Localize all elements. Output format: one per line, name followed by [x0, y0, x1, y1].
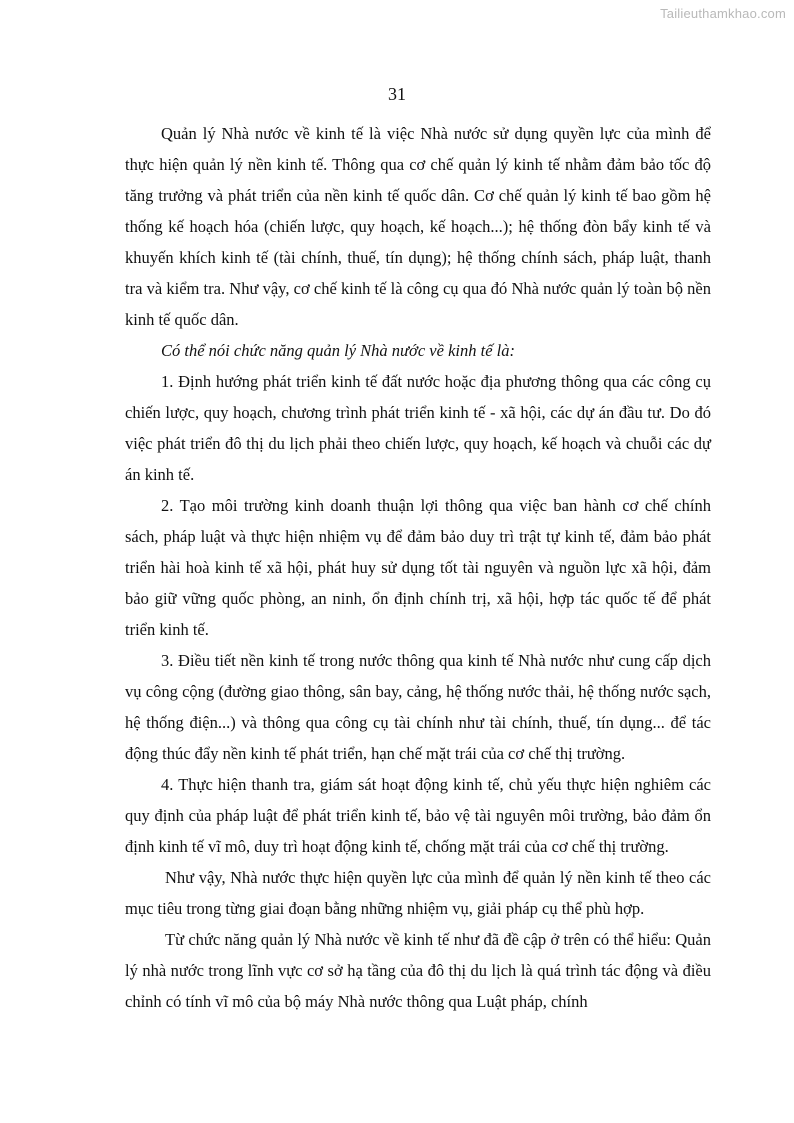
- function-item-1: 1. Định hướng phát triển kinh tế đất nước hoặc địa phương thông qua các công cụ chiến lược, quy hoạch, chương trình phát triển kinh tế - xã hội, các dự án đầu tư. Do đó việc phát triển đô thị du lịch phải theo chiến lược, quy hoạch, kế hoạch và chuỗi các dự án kinh tế.: [125, 372, 711, 484]
- function-item-2: 2. Tạo môi trường kinh doanh thuận lợi thông qua việc ban hành cơ chế chính sách, pháp luật và thực hiện nhiệm vụ để đảm bảo duy trì trật tự kinh tế, đảm bảo phát triển hài hoà kinh tế xã hội, phát huy sử dụng tốt tài nguyên và nguồn lực xã hội, đảm bảo giữ vững quốc phòng, an ninh, ổn định chính trị, xã hội, hợp tác quốc tế để phát triển kinh tế.: [125, 496, 711, 639]
- page-number: 31: [388, 84, 406, 104]
- functions-heading: Có thể nói chức năng quản lý Nhà nước về kinh tế là:: [161, 341, 515, 360]
- intro-paragraph: Quản lý Nhà nước về kinh tế là việc Nhà nước sử dụng quyền lực của mình để thực hiện quản lý nền kinh tế. Thông qua cơ chế quản lý kinh tế nhằm đảm bảo tốc độ tăng trưởng và phát triển của nền kinh tế quốc dân. Cơ chế quản lý kinh tế bao gồm hệ thống kế hoạch hóa (chiến lược, quy hoạch, kế hoạch...); hệ thống đòn bẩy kinh tế và khuyến khích kinh tế (tài chính, thuế, tín dụng); hệ thống chính sách, pháp luật, thanh tra và kiểm tra. Như vậy, cơ chế kinh tế là công cụ qua đó Nhà nước quản lý toàn bộ nền kinh tế quốc dân.: [125, 124, 711, 329]
- watermark: Tailieuthamkhao.com: [660, 6, 786, 21]
- summary-paragraph: Như vậy, Nhà nước thực hiện quyền lực của mình để quản lý nền kinh tế theo các mục tiêu trong từng giai đoạn bằng những nhiệm vụ, giải pháp cụ thể phù hợp.: [125, 868, 711, 918]
- function-item-3: 3. Điều tiết nền kinh tế trong nước thông qua kinh tế Nhà nước như cung cấp dịch vụ công cộng (đường giao thông, sân bay, cảng, hệ thống nước thải, hệ thống nước sạch, hệ thống điện...) và thông qua công cụ tài chính như tài chính, thuế, tín dụng... để tác động thúc đẩy nền kinh tế phát triển, hạn chế mặt trái của cơ chế thị trường.: [125, 651, 711, 763]
- conclusion-paragraph: Từ chức năng quản lý Nhà nước về kinh tế như đã đề cập ở trên có thể hiểu: Quản lý nhà nước trong lĩnh vực cơ sở hạ tầng của đô thị du lịch là quá trình tác động và điều chỉnh có tính vĩ mô của bộ máy Nhà nước thông qua Luật pháp, chính: [125, 930, 711, 1011]
- function-item-4: 4. Thực hiện thanh tra, giám sát hoạt động kinh tế, chủ yếu thực hiện nghiêm các quy định của pháp luật để phát triển kinh tế, bảo vệ tài nguyên môi trường, bảo đảm ổn định kinh tế vĩ mô, duy trì hoạt động kinh tế, chống mặt trái của cơ chế thị trường.: [125, 775, 711, 856]
- document-body: [125, 118, 711, 1017]
